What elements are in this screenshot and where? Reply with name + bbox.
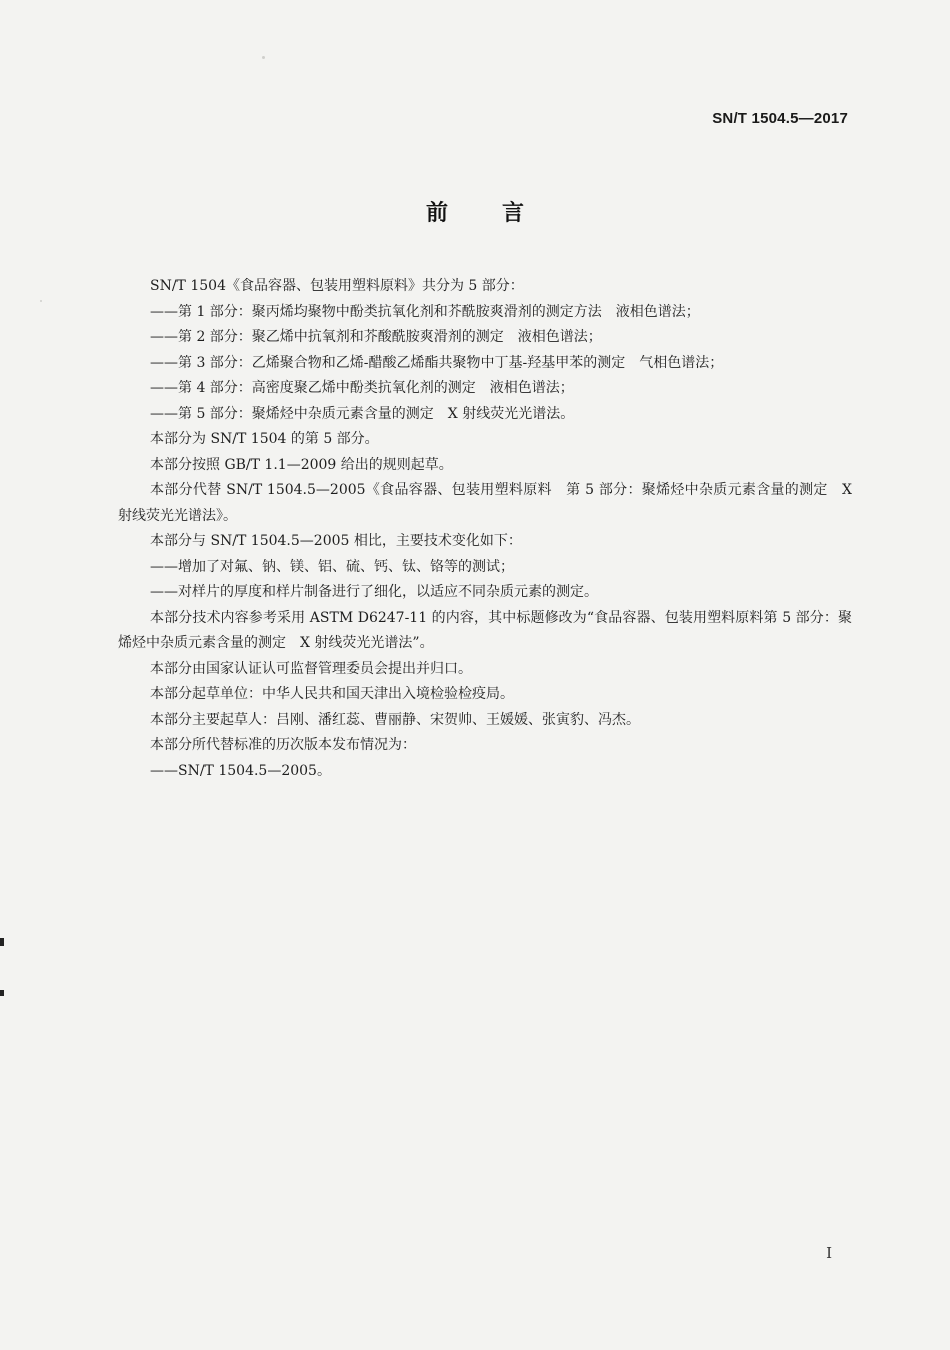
scan-speck <box>262 56 265 59</box>
paragraph: 本部分代替 SN/T 1504.5—2005《食品容器、包装用塑料原料 第 5 部分：聚烯烃中杂质元素含量的测定 X 射线荧光光谱法》。 <box>118 482 852 524</box>
paragraph: 本部分按照 GB/T 1.1—2009 给出的规则起草。 <box>150 456 453 473</box>
list-item: ——第 1 部分：聚丙烯均聚物中酚类抗氧化剂和芥酰胺爽滑剂的测定方法 液相色谱法； <box>150 303 700 320</box>
standard-number: SN/T 1504.5—2017 <box>712 110 848 127</box>
page-number: I <box>826 1244 832 1262</box>
paragraph: 本部分技术内容参考采用 ASTM D6247-11 的内容，其中标题修改为“食品容器、包装用塑料原料第 5 部分：聚烯烃中杂质元素含量的测定 X 射线荧光光谱法”。 <box>118 609 852 651</box>
paragraph: 本部分与 SN/T 1504.5—2005 相比，主要技术变化如下： <box>150 533 522 549</box>
paragraph: SN/T 1504《食品容器、包装用塑料原料》共分为 5 部分： <box>150 278 524 294</box>
list-item: ——第 4 部分：高密度聚乙烯中酚类抗氧化剂的测定 液相色谱法； <box>150 380 574 396</box>
paragraph: 本部分所代替标准的历次版本发布情况为： <box>150 737 416 753</box>
scan-speck <box>40 300 42 302</box>
paragraph: 本部分由国家认证认可监督管理委员会提出并归口。 <box>150 660 472 677</box>
list-item: ——第 3 部分：乙烯聚合物和乙烯-醋酸乙烯酯共聚物中丁基-羟基甲苯的测定 气相色谱法； <box>150 354 724 371</box>
scan-edge-mark <box>0 938 4 946</box>
page-title: 前言 <box>425 201 578 226</box>
foreword-body <box>118 274 852 784</box>
list-item: ——SN/T 1504.5—2005。 <box>150 762 331 779</box>
list-item: ——增加了对氟、钠、镁、铝、硫、钙、钛、铬等的测试； <box>150 558 514 575</box>
list-item: ——第 5 部分：聚烯烃中杂质元素含量的测定 X 射线荧光光谱法。 <box>150 405 575 422</box>
list-item: ——对样片的厚度和样片制备进行了细化，以适应不同杂质元素的测定。 <box>150 584 598 600</box>
scan-edge-mark <box>0 990 4 996</box>
paragraph: 本部分主要起草人：吕刚、潘红蕊、曹丽静、宋贺帅、王媛媛、张寅豹、冯杰。 <box>150 711 640 728</box>
list-item: ——第 2 部分：聚乙烯中抗氧剂和芥酸酰胺爽滑剂的测定 液相色谱法； <box>150 329 602 345</box>
paragraph: 本部分起草单位：中华人民共和国天津出入境检验检疫局。 <box>150 686 514 702</box>
paragraph: 本部分为 SN/T 1504 的第 5 部分。 <box>150 431 379 447</box>
